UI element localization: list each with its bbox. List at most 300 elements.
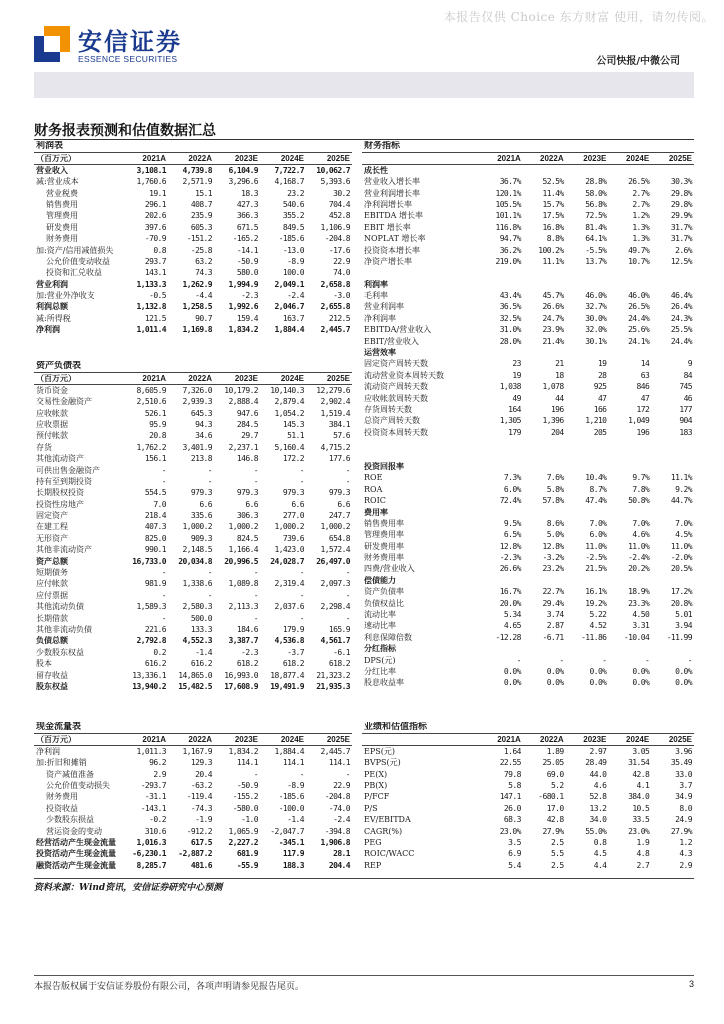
row-value: 3.94 <box>675 621 692 631</box>
source-divider <box>34 878 694 879</box>
row-value: -165.2 <box>232 234 258 244</box>
row-value: -6.71 <box>542 632 564 642</box>
row-label <box>362 449 480 460</box>
table-row <box>34 176 352 187</box>
row-value: 15.1 <box>195 188 212 198</box>
row-value: 72.5% <box>585 211 607 221</box>
unit-label: （百万元） <box>34 153 122 165</box>
row-value: 1,133.3 <box>136 279 166 289</box>
row-label: 股本 <box>36 659 52 669</box>
row-value: -25.8 <box>190 245 212 255</box>
row-value: 12.5% <box>670 256 692 266</box>
row-label: 营业收入 <box>36 165 68 175</box>
row-value: 26.6% <box>499 564 521 574</box>
year-header: 2024E <box>608 153 651 165</box>
row-value: 2,319.4 <box>274 579 304 589</box>
row-value: 310.6 <box>144 826 166 836</box>
row-label: PB(X) <box>364 780 388 790</box>
table-row <box>34 233 352 244</box>
row-value: 7.0% <box>632 518 650 528</box>
row-value: 27.9% <box>670 826 692 836</box>
row-value: 10,062.7 <box>316 166 350 175</box>
row-value <box>608 575 651 586</box>
row-value: 47.4% <box>585 496 607 506</box>
table-row <box>362 290 694 301</box>
row-value <box>523 279 566 290</box>
row-value: -31.1 <box>144 792 166 802</box>
row-value: 6.6 <box>337 499 350 509</box>
table-row <box>362 415 694 426</box>
row-value: - <box>687 655 692 665</box>
row-value: 21.4% <box>542 336 564 346</box>
row-value: 10,179.2 <box>224 386 258 395</box>
year-header: 2023E <box>214 153 260 165</box>
row-value: 5.8 <box>508 780 521 790</box>
row-value: 21,935.3 <box>316 681 350 691</box>
row-label: 总资产周转天数 <box>364 416 420 426</box>
row-value: 8,285.7 <box>136 860 166 870</box>
row-value: -63.2 <box>190 780 212 790</box>
row-label: 应收帐款周转天数 <box>364 393 428 403</box>
row-value: - <box>253 465 258 475</box>
table-row <box>34 301 352 312</box>
header-row <box>34 153 352 165</box>
row-value: 165.9 <box>328 625 350 634</box>
row-label: EBITDA 增长率 <box>364 211 423 221</box>
footer-disclaimer: 本报告版权属于安信证券股份有限公司，各项声明请参见报告尾页。 <box>34 982 305 992</box>
table-row <box>34 791 352 802</box>
table-row <box>362 814 694 825</box>
section-title-row <box>34 361 352 373</box>
row-label: 加:营业外净收支 <box>36 291 95 301</box>
year-header: 2025E <box>306 153 352 165</box>
row-value: 10.7% <box>628 256 650 266</box>
row-value: 46.0% <box>628 291 650 301</box>
row-value: -293.7 <box>140 780 166 790</box>
row-value: - <box>207 465 212 475</box>
year-header: 2022A <box>523 153 566 165</box>
table-row <box>34 567 352 578</box>
row-value <box>523 643 566 654</box>
row-value: 284.5 <box>236 419 258 429</box>
row-value: - <box>345 465 350 475</box>
balance-sheet-table <box>34 361 352 692</box>
table-row <box>362 586 694 597</box>
row-value: 247.7 <box>328 511 350 521</box>
table-row <box>362 233 694 244</box>
row-value: 23.2% <box>542 564 564 574</box>
row-value: 147.1 <box>499 792 521 802</box>
table-row <box>362 256 694 267</box>
row-label: 销售费用 <box>46 199 78 209</box>
row-value: 0.0% <box>632 666 650 676</box>
row-value: 146.8 <box>236 454 258 464</box>
row-value: 1.3% <box>632 222 650 232</box>
row-value: - <box>253 613 258 623</box>
row-value <box>651 438 694 449</box>
row-value: - <box>207 568 212 578</box>
row-value: 645.3 <box>190 408 212 418</box>
row-value: 28.1 <box>333 849 350 859</box>
row-value: 1.2 <box>679 837 692 847</box>
row-value <box>651 449 694 460</box>
unit-label: （百万元） <box>34 373 122 385</box>
row-value: 36.7% <box>499 177 521 187</box>
row-value: 849.5 <box>282 222 304 232</box>
row-value <box>608 643 651 654</box>
row-value: 101.1% <box>495 211 521 221</box>
row-label: 分红比率 <box>364 666 396 676</box>
table-row <box>34 814 352 825</box>
table-row <box>34 860 352 871</box>
table-row <box>362 279 694 290</box>
row-value: 306.3 <box>236 511 258 521</box>
row-value: -3.7 <box>287 647 304 657</box>
row-value: 49.7% <box>628 245 650 255</box>
report-type: 公司快报/中微公司 <box>596 56 680 67</box>
row-label: CAGR(%) <box>364 826 403 836</box>
row-value: 13,940.2 <box>132 681 166 691</box>
row-label: 流动资产周转天数 <box>364 382 428 392</box>
table-row <box>362 597 694 608</box>
row-value: 15,482.5 <box>178 681 212 691</box>
row-label: 毛利率 <box>364 291 388 301</box>
row-value: 36.2% <box>499 245 521 255</box>
row-value: 22.9 <box>333 256 350 266</box>
row-value: 2.9 <box>153 769 166 779</box>
row-value: 11.1% <box>542 256 564 266</box>
row-value: 11.0% <box>585 541 607 551</box>
row-value: 213.8 <box>190 454 212 464</box>
row-value: 366.3 <box>236 211 258 221</box>
row-label: 管理费用率 <box>364 530 404 540</box>
year-header: 2025E <box>306 373 352 385</box>
row-value: 616.2 <box>144 659 166 669</box>
table-row <box>34 681 352 692</box>
row-value <box>480 165 523 177</box>
row-value: -0.5 <box>149 291 166 301</box>
row-value: 63.2 <box>195 256 212 266</box>
row-value: 618.2 <box>236 659 258 669</box>
table-row <box>34 612 352 623</box>
row-value: -2.0% <box>670 553 692 563</box>
table-row <box>34 187 352 198</box>
row-value: - <box>345 568 350 578</box>
row-value: -1.4 <box>287 815 304 825</box>
row-value: 43.4% <box>499 291 521 301</box>
row-value: 1,054.2 <box>274 408 304 418</box>
row-value: 23.0% <box>499 826 521 836</box>
row-value: 7.0% <box>675 518 692 528</box>
row-value: -17.6 <box>328 245 350 255</box>
row-value: -204.8 <box>324 792 350 802</box>
row-value: 1,994.9 <box>228 279 258 289</box>
row-value: 1,834.2 <box>228 747 258 756</box>
section-title-row <box>34 141 352 153</box>
row-value: 1,049 <box>628 416 650 426</box>
table-row <box>34 601 352 612</box>
row-value: 4.5 <box>593 849 607 859</box>
row-value: 212.5 <box>328 313 350 323</box>
row-value <box>651 279 694 290</box>
row-value: 23.0% <box>628 826 650 836</box>
row-value: 979.3 <box>190 488 212 498</box>
unit-label <box>362 734 480 746</box>
row-value: 19 <box>512 370 521 380</box>
row-value: 1,132.8 <box>136 302 166 312</box>
row-value: 1,167.9 <box>182 747 212 756</box>
row-value: 172.2 <box>282 454 304 464</box>
row-value: 654.8 <box>328 533 350 543</box>
row-label: 其他流动资产 <box>36 454 84 464</box>
row-value: 18 <box>555 370 564 380</box>
row-value: 9.2% <box>675 484 692 494</box>
row-label: 无形资产 <box>36 533 68 543</box>
table-row <box>362 347 694 358</box>
row-value: 8.0 <box>679 803 692 813</box>
table-row <box>362 301 694 312</box>
row-label: P/FCF <box>364 792 390 802</box>
row-value: 397.6 <box>144 222 166 232</box>
row-value: -2.3% <box>499 553 521 563</box>
row-value: 74.3 <box>195 268 212 278</box>
row-value: - <box>161 465 166 475</box>
section-title-row <box>34 722 352 734</box>
row-value: 28.0% <box>499 336 521 346</box>
row-value: -680.1 <box>538 792 564 802</box>
row-label: 投资资本周转天数 <box>364 427 428 437</box>
row-value: 0.8 <box>153 245 166 255</box>
row-label: 投资和汇兑收益 <box>46 268 102 278</box>
essence-logo-icon <box>34 26 70 62</box>
row-value <box>523 449 566 460</box>
row-value: 56.8% <box>585 199 607 209</box>
row-value: 5.01 <box>675 610 692 620</box>
unit-label: （百万元） <box>34 734 122 746</box>
row-label: 应付票据 <box>36 590 68 600</box>
table-row <box>34 244 352 255</box>
table-row <box>362 484 694 495</box>
row-value: 20.8% <box>670 598 692 608</box>
row-label: 融资活动产生现金流量 <box>36 859 116 870</box>
row-value: 384.1 <box>328 419 350 429</box>
row-value: -1.0 <box>241 815 258 825</box>
row-label: 销售费用率 <box>364 518 404 528</box>
row-value: 2,046.7 <box>274 302 304 312</box>
year-header: 2021A <box>480 153 523 165</box>
row-value: 1,166.4 <box>228 545 258 555</box>
row-value: 7.3% <box>503 473 521 483</box>
table-row <box>362 461 694 472</box>
row-value: 0.0% <box>589 678 607 688</box>
row-value: -55.9 <box>236 860 258 870</box>
table-row <box>362 746 694 758</box>
row-value: 4.65 <box>503 621 521 631</box>
row-value: -10.04 <box>623 632 650 642</box>
row-value: 90.7 <box>195 313 212 323</box>
table-row <box>34 279 352 290</box>
row-value: 9.7% <box>632 473 650 483</box>
row-value: 979.3 <box>282 488 304 498</box>
row-value <box>523 347 566 358</box>
row-value: 31.0% <box>499 325 521 335</box>
row-label: 持有至到期投资 <box>36 476 92 486</box>
row-value: 4,561.7 <box>320 636 350 646</box>
table-row <box>362 199 694 210</box>
row-value: 47 <box>640 393 650 403</box>
row-value: -13.0 <box>282 245 304 255</box>
table-row <box>34 290 352 301</box>
row-value: 29.9% <box>670 211 692 221</box>
row-value <box>566 438 609 449</box>
row-value: 0.2 <box>153 647 166 657</box>
row-value <box>566 267 609 278</box>
row-value: 32.5% <box>499 313 521 323</box>
row-value: 3,108.1 <box>136 166 166 175</box>
row-value: 6.9 <box>508 849 521 859</box>
row-value: -50.9 <box>236 256 258 266</box>
row-value: 16.7% <box>499 587 521 597</box>
row-label: 营业利润增长率 <box>364 188 420 198</box>
row-value: 3,387.7 <box>228 636 258 646</box>
row-value: 293.7 <box>144 256 166 266</box>
table-row <box>34 442 352 453</box>
row-value: 2,445.7 <box>320 325 350 335</box>
row-value: 114.1 <box>236 758 258 768</box>
table-row <box>362 392 694 403</box>
row-value: 2,237.1 <box>228 442 258 452</box>
row-value: -11.86 <box>581 632 607 642</box>
row-value: 0.0% <box>503 678 521 688</box>
row-label: 投资收益 <box>46 803 78 813</box>
table-row <box>34 757 352 768</box>
row-value: 2,113.3 <box>228 602 258 612</box>
table-row <box>34 430 352 441</box>
row-value: 204 <box>550 427 564 437</box>
row-value <box>608 506 651 517</box>
row-value: - <box>299 476 304 486</box>
table-row <box>362 620 694 631</box>
row-value: 979.3 <box>236 488 258 498</box>
row-value <box>566 643 609 654</box>
section-title: 现金流量表 <box>34 722 352 734</box>
year-header: 2023E <box>214 734 260 746</box>
row-value: 7.8% <box>632 484 650 494</box>
row-value: 46.0% <box>585 291 607 301</box>
row-value: 2,298.4 <box>320 602 350 612</box>
row-value <box>608 165 651 177</box>
row-value: 1,210 <box>585 416 607 426</box>
table-row <box>34 848 352 859</box>
row-label: 减:所得税 <box>36 313 71 323</box>
row-value: -74.0 <box>328 803 350 813</box>
row-value: 2.7 <box>636 860 650 870</box>
row-value: 156.1 <box>144 454 166 464</box>
row-value: 64.1% <box>585 234 607 244</box>
row-value: 1.64 <box>503 747 521 756</box>
row-value: -5.5% <box>585 245 607 255</box>
row-value: -3.2% <box>542 553 564 563</box>
table-row <box>34 313 352 324</box>
row-value: 618.2 <box>328 659 350 669</box>
row-value: 179 <box>508 427 521 437</box>
row-label: 流动比率 <box>364 610 396 620</box>
row-label: 在建工程 <box>36 522 68 532</box>
table-row <box>34 510 352 521</box>
row-value: 1,305 <box>499 416 521 426</box>
row-label: 公允价值变动损失 <box>46 780 110 790</box>
row-value: 30.1% <box>585 336 607 346</box>
row-label: 净利润 <box>36 747 60 756</box>
row-value: -143.1 <box>140 803 166 813</box>
row-value: 15.7% <box>542 199 564 209</box>
row-value: 188.3 <box>282 860 304 870</box>
row-value: - <box>602 655 607 665</box>
row-value: 31.7% <box>670 222 692 232</box>
row-value: 2,097.3 <box>320 579 350 589</box>
row-value: 2,049.1 <box>274 279 304 289</box>
row-value: 219.0% <box>495 256 521 266</box>
table-row <box>362 791 694 802</box>
row-value: -580.0 <box>232 803 258 813</box>
row-value: - <box>253 769 258 779</box>
row-value: 100.2% <box>538 245 564 255</box>
row-value: 4.6 <box>593 780 607 790</box>
table-row <box>362 518 694 529</box>
table-row <box>362 575 694 586</box>
row-value: - <box>207 476 212 486</box>
row-value: 10.5 <box>632 803 650 813</box>
table-row <box>34 658 352 669</box>
row-label: 净利润 <box>36 324 60 335</box>
row-value: 17,608.9 <box>224 681 258 691</box>
table-row <box>362 632 694 643</box>
row-value: 2,655.8 <box>320 302 350 312</box>
row-value: 1,884.4 <box>274 747 304 756</box>
year-header: 2023E <box>214 373 260 385</box>
row-value: 4.4 <box>593 860 607 870</box>
row-value: 163.7 <box>282 313 304 323</box>
row-value: -185.6 <box>278 234 304 244</box>
row-value: 4.5% <box>675 530 692 540</box>
row-value <box>651 643 694 654</box>
row-label: 公允价值变动收益 <box>46 256 110 266</box>
table-row <box>34 396 352 407</box>
row-label: ROA <box>364 484 383 494</box>
row-value: 8.7% <box>589 484 607 494</box>
row-value: 5.5 <box>550 849 564 859</box>
row-value <box>608 438 651 449</box>
row-value: 580.0 <box>236 268 258 278</box>
row-value: 408.7 <box>190 199 212 209</box>
row-label: 固定资产周转天数 <box>364 359 428 369</box>
row-value: 42.8 <box>632 769 650 779</box>
row-value: 45.7% <box>542 291 564 301</box>
row-value: 204.4 <box>328 860 350 870</box>
row-value: 96.2 <box>149 758 166 768</box>
row-value: -3.0 <box>333 291 350 301</box>
row-value: 7,722.7 <box>274 166 304 175</box>
table-row <box>34 199 352 210</box>
row-value: 427.3 <box>236 199 258 209</box>
row-value: - <box>345 476 350 486</box>
row-value <box>480 267 523 278</box>
row-value: 990.1 <box>144 545 166 555</box>
table-row <box>362 267 694 278</box>
row-value: 26,497.0 <box>316 556 350 566</box>
row-value: 0.0% <box>546 678 564 688</box>
section-title: 资产负债表 <box>34 361 352 373</box>
